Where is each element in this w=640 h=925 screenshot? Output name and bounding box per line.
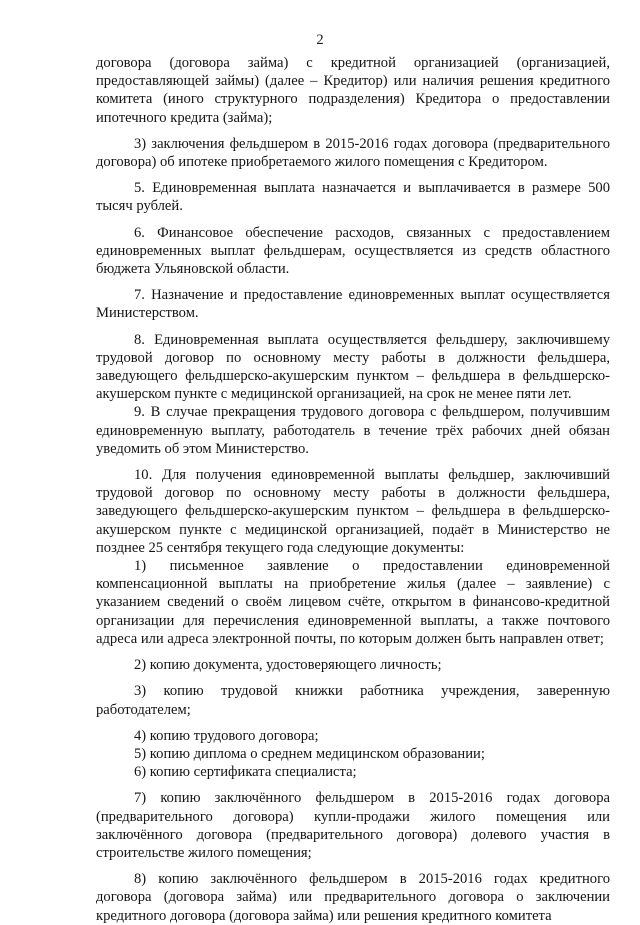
list-item-2: 2) копию документа, удостоверяющего личность; [134,657,442,674]
list-item-6: 6) копию сертификата специалиста; [134,764,357,781]
list-item-7: 7) копию заключённого фельдшером в 2015-2016 годах договора (предварительного договора) купли-продажи жилого помещения или заключённого договора (предварительного договора) долевого участия в строительстве жилого помещения; [96,790,610,861]
list-item-8: 8) копию заключённого фельдшером в 2015-2016 годах кредитного договора (договора займа) или предварительного договора о заключении кредитного договора (договора займа) или решения кредитного комитета [96,871,610,924]
list-item-3: 3) копию трудовой книжки работника учреждения, заверенную работодателем; [96,683,610,718]
paragraph-clause-9: 9. В случае прекращения трудового договора с фельдшером, получившим единовременную выплату, работодатель в течение трёх рабочих дней обязан уведомить об этом Министерство. [96,404,610,457]
paragraph-clause-10: 10. Для получения единовременной выплаты фельдшер, заключивший трудовой договор по основному месту работы в должности фельдшера, заведующего фельдшерско-акушерским пунктом – фельдшера в фельдшерско-акушерском пункте с медицинской организацией, подаёт в Министерство не позднее 25 сентября текущего года следующие документы: [96,467,610,556]
paragraph-clause-7: 7. Назначение и предоставление единовременных выплат осуществляется Министерством. [96,287,610,322]
list-item-1: 1) письменное заявление о предоставлении единовременной компенсационной выплаты на приобретение жилья (далее – заявление) с указанием сведений о своём лицевом счёте, открытом в финансово-кредитной организации для перечисления единовременной выплаты, а также почтового адреса или адреса электронной почты, по которым должен быть направлен ответ; [96,558,610,647]
paragraph-clause-5: 5. Единовременная выплата назначается и выплачивается в размере 500 тысяч рублей. [96,180,610,215]
paragraph-clause-6: 6. Финансовое обеспечение расходов, связанных с предоставлением единовременных выплат фельдшерам, осуществляется из средств областного бюджета Ульяновской области. [96,224,610,278]
paragraph-item-3: 3) заключения фельдшером в 2015-2016 годах договора (предварительного договора) об ипотеке приобретаемого жилого помещения с Кредитором. [96,135,610,171]
paragraph-continuation: договора (договора займа) с кредитной организацией (организацией, предоставляющей займы) (далее – Кредитор) или наличия решения кредитного комитета (иного структурного подразделения) Кредитора о предоставлении ипотечного кредита (займа); [96,55,610,126]
list-item-4: 4) копию трудового договора; [134,727,319,744]
page-number: 2 [316,32,324,48]
paragraph-clause-8: 8. Единовременная выплата осуществляется фельдшеру, заключившему трудовой договор по основному месту работы в должности фельдшера, заведующего фельдшерско-акушерским пунктом – фельдшера в фельдшерско-акушерском пункте с медицинской организацией, на срок не менее пяти лет. [96,331,610,403]
document-body [96,54,610,925]
list-item-5: 5) копию диплома о среднем медицинском образовании; [134,745,485,762]
